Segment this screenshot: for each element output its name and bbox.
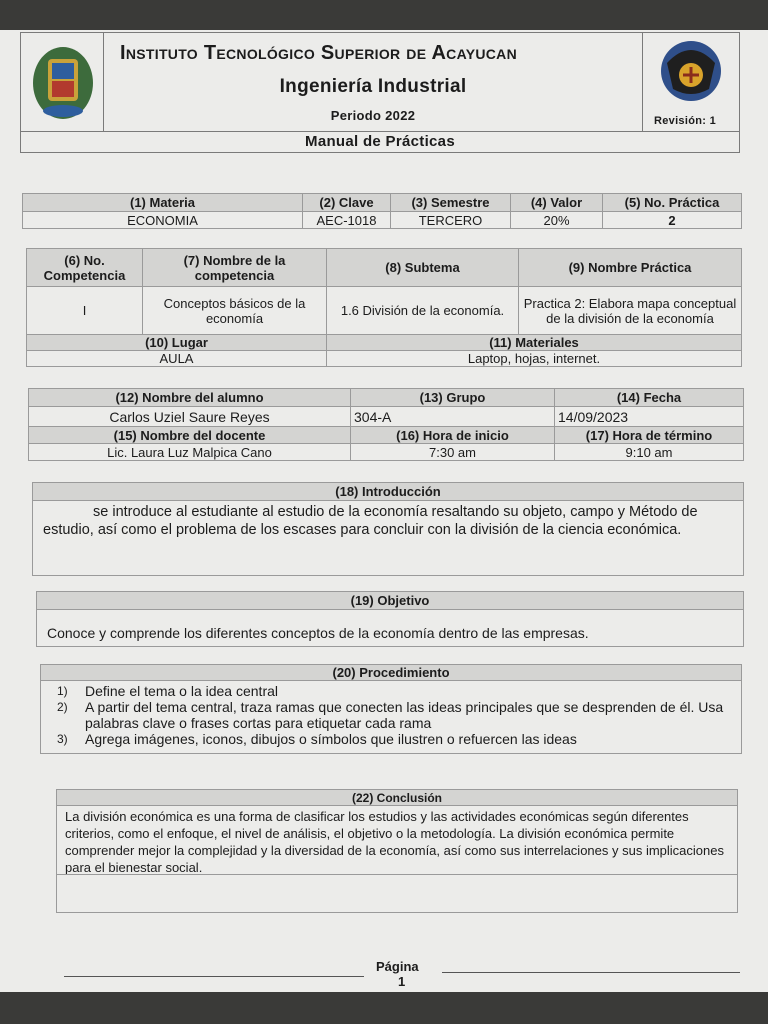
semestre-value: TERCERO [391,212,511,229]
step-number: 2) [57,700,68,714]
practica-name-value: Practica 2: Elabora mapa conceptual de la división de la economía [519,287,742,335]
step-number: 3) [57,732,68,746]
materiales-header: (11) Materiales [327,335,742,351]
procedimiento-step [57,683,741,699]
procedimiento-step [57,731,741,747]
intro-section [32,482,744,576]
step-text: A partir del tema central, traza ramas que conecten las ideas principales que se desprenden de él. Usa palabras clave o frases cortas para etiquetar cada rama [85,699,724,731]
document-page [0,30,768,992]
docente-value: Lic. Laura Luz Malpica Cano [29,444,351,461]
valor-header: (4) Valor [511,194,603,212]
materia-value: ECONOMIA [23,212,303,229]
conclusion-divider [57,874,737,875]
competencia-name-header: (7) Nombre de la competencia [143,249,327,287]
procedimiento-section [40,664,742,754]
hora-termino-header: (17) Hora de término [555,427,744,444]
grupo-header: (13) Grupo [351,389,555,407]
footer-page-label: Página [376,959,419,974]
clave-header: (2) Clave [303,194,391,212]
hora-inicio-value: 7:30 am [351,444,555,461]
fecha-value: 14/09/2023 [555,407,744,427]
objetivo-title: (19) Objetivo [37,592,743,610]
clave-value: AEC-1018 [303,212,391,229]
objetivo-section [36,591,744,647]
footer-line-right [442,972,740,973]
course-info-table [22,193,742,229]
header-logo-left-cell [20,32,104,132]
practica-number-header: (5) No. Práctica [603,194,742,212]
program-name: Ingeniería Industrial [279,76,467,97]
competency-table [26,248,742,367]
docente-header: (15) Nombre del docente [29,427,351,444]
institute-eagle-logo [643,33,741,105]
materia-header: (1) Materia [23,194,303,212]
alumno-header: (12) Nombre del alumno [29,389,351,407]
state-shield-logo [21,33,105,133]
step-text: Agrega imágenes, iconos, dibujos o símbolos que ilustren o refuercen las ideas [85,731,577,747]
step-number: 1) [57,684,68,698]
fecha-header: (14) Fecha [555,389,744,407]
intro-text: se introduce al estudiante al estudio de la economía resaltando su objeto, campo y Método de estudio, así como el problema de los escases para concluir con la división de la ciencia económica. [43,504,698,538]
hora-termino-value: 9:10 am [555,444,744,461]
semestre-header: (3) Semestre [391,194,511,212]
procedimiento-steps [41,681,741,747]
conclusion-section [56,789,738,913]
materiales-value: Laptop, hojas, internet. [327,351,742,367]
lugar-value: AULA [27,351,327,367]
lugar-header: (10) Lugar [27,335,327,351]
manual-title: Manual de Prácticas [305,133,455,150]
intro-title: (18) Introducción [33,483,743,501]
competencia-number-value: I [27,287,143,335]
footer-line-left [64,976,364,977]
step-text: Define el tema o la idea central [85,683,278,699]
valor-value: 20% [511,212,603,229]
conclusion-title: (22) Conclusión [57,790,737,806]
procedimiento-step [57,699,741,731]
revision-label: Revisión: 1 [654,115,716,127]
practica-number-value: 2 [603,212,742,229]
subtema-header: (8) Subtema [327,249,519,287]
period-label: Periodo 2022 [330,108,416,123]
footer-page-number: 1 [398,974,406,989]
competencia-number-header: (6) No. Competencia [27,249,143,287]
subtema-value: 1.6 División de la economía. [327,287,519,335]
conclusion-text: La división económica es una forma de clasificar los estudios y las actividades económicas según diferentes criterios, como el enfoque, el nivel de análisis, el objetivo o la metodología. La división económica permite comprender mejor la complejidad y la diversidad de la economía, así como sus interrelaciones y sus implicaciones para el bienestar social. [65,809,724,875]
alumno-value: Carlos Uziel Saure Reyes [29,407,351,427]
hora-inicio-header: (16) Hora de inicio [351,427,555,444]
competencia-name-value: Conceptos básicos de la economía [143,287,327,335]
institute-name: Instituto Tecnológico Superior de Acayucan [120,42,517,64]
grupo-value: 304-A [351,407,555,427]
objetivo-text: Conoce y comprende los diferentes conceptos de la economía dentro de las empresas. [47,625,589,641]
practica-name-header: (9) Nombre Práctica [519,249,742,287]
student-info-table [28,388,744,461]
procedimiento-title: (20) Procedimiento [41,665,741,681]
